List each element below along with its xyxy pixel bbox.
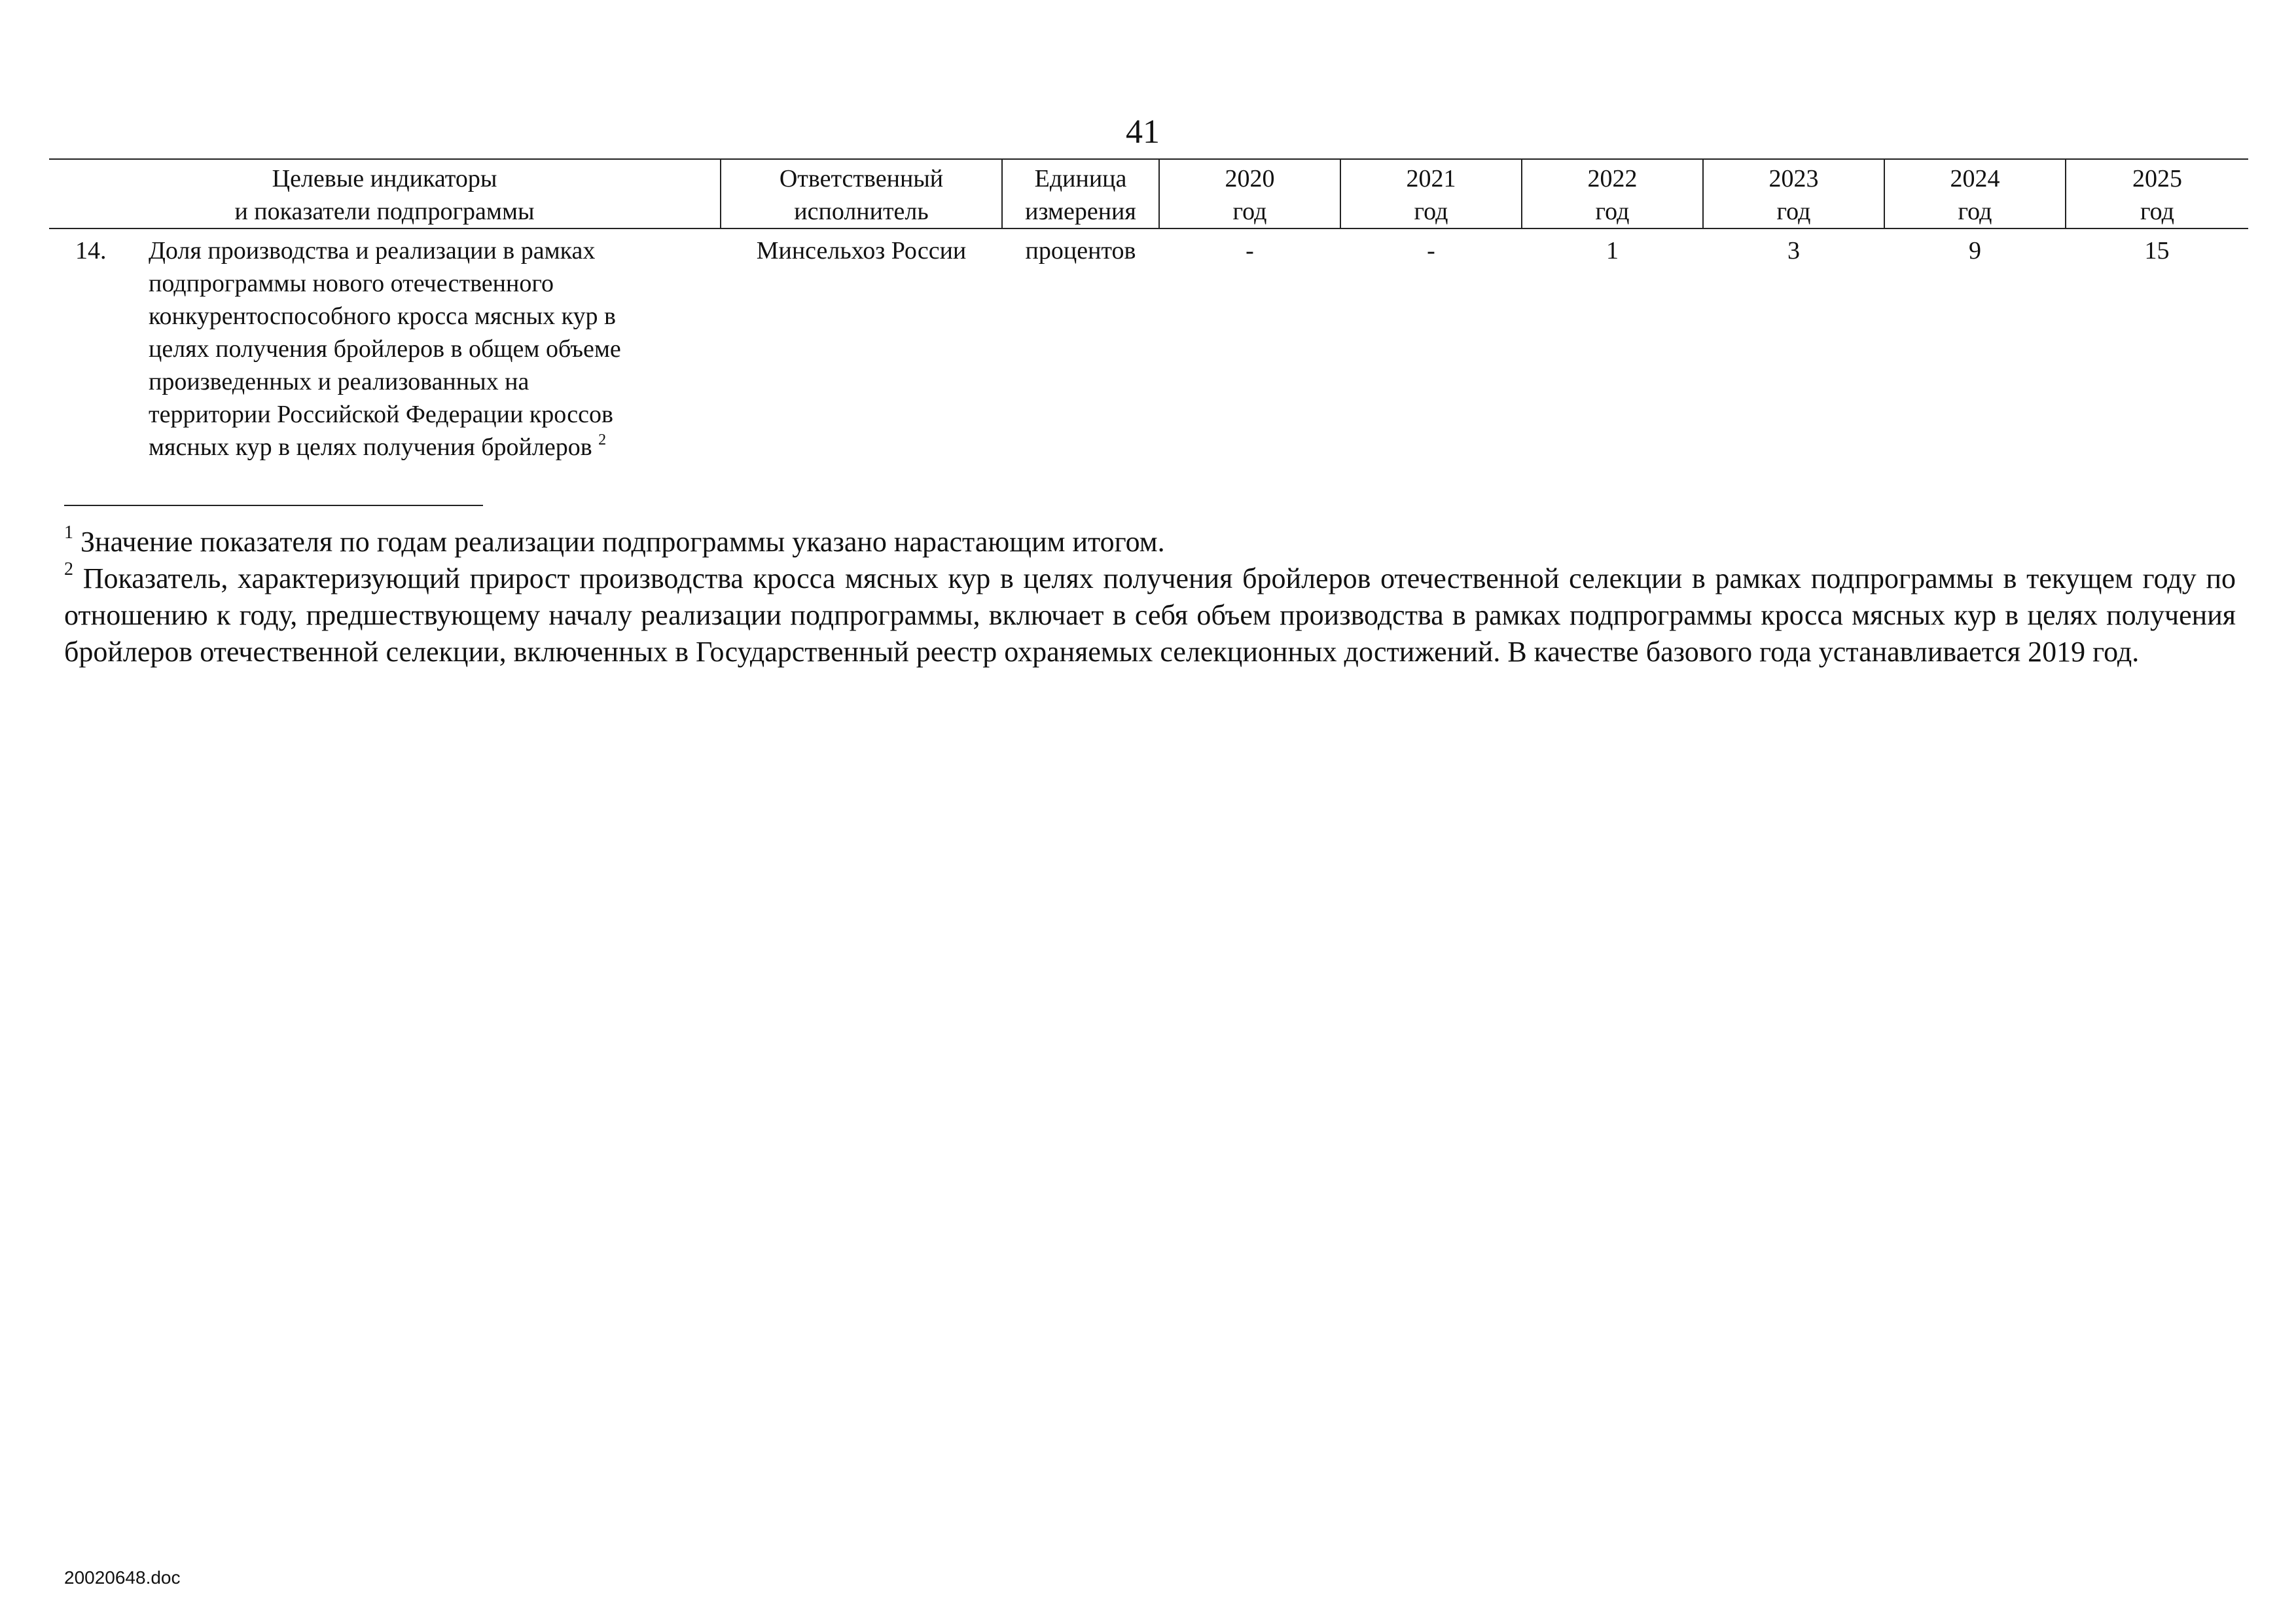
- header-year-2023: [1703, 159, 1884, 228]
- header-unit: [1002, 159, 1159, 228]
- table-header-row: [49, 159, 2248, 228]
- header-executor: [721, 159, 1002, 228]
- header-year-label: год: [1232, 198, 1267, 225]
- indicator-name-line: подпрограммы нового отечественного: [149, 270, 554, 297]
- header-year-label: год: [1776, 198, 1811, 225]
- header-unit-line: измерения: [1025, 198, 1136, 225]
- row-executor: Минсельхоз России: [756, 237, 967, 264]
- row-value-2021: -: [1427, 237, 1435, 264]
- row-unit: процентов: [1025, 237, 1136, 264]
- footnote-2: [64, 560, 2236, 670]
- row-value-2023: 3: [1787, 237, 1800, 264]
- header-executor-line: Ответственный: [779, 165, 944, 192]
- header-year-label: год: [1414, 198, 1448, 225]
- header-year-2020: [1159, 159, 1340, 228]
- header-executor-line: исполнитель: [794, 198, 929, 225]
- document-id: 20020648.doc: [64, 1567, 181, 1588]
- indicator-name-line: Доля производства и реализации в рамках: [149, 237, 596, 264]
- indicator-name-line: территории Российской Федерации кроссов: [149, 401, 613, 428]
- header-unit-line: Единица: [1034, 165, 1127, 192]
- header-year-2025: [2066, 159, 2248, 228]
- header-year-label: год: [1595, 198, 1630, 225]
- header-year: 2022: [1587, 165, 1638, 192]
- indicators-table: [49, 158, 2248, 464]
- footnote-ref: 2: [598, 431, 607, 448]
- row-number: 14.: [75, 237, 107, 264]
- footnote-text: Значение показателя по годам реализации подпрограммы указано нарастающим итогом.: [81, 526, 1165, 558]
- header-indicator-line: Целевые индикаторы: [272, 165, 497, 192]
- page-number: 41: [1126, 113, 1160, 151]
- footnote-text: Показатель, характеризующий прирост производства кросса мясных кур в целях получения бройлеров отечественной селекции в рамках подпрограммы в текущем году по отношению к году, предшествующему началу реализации подпрограммы, включает в себя объем производства в рамках подпрограммы кросса мясных кур в целях получения бройлеров отечественной селекции, включенных в Государственный реестр охраняемых селекционных достижений. В качестве базового года устанавливается 2019 год.: [64, 562, 2236, 668]
- row-value-2020: -: [1246, 237, 1254, 264]
- header-year-2021: [1340, 159, 1522, 228]
- header-year: 2023: [1768, 165, 1819, 192]
- header-year: 2024: [1950, 165, 2000, 192]
- footnote-mark: 2: [64, 559, 73, 579]
- header-year: 2021: [1406, 165, 1456, 192]
- indicator-name-line: мясных кур в целях получения бройлеров: [149, 433, 592, 461]
- header-indicator: [49, 159, 721, 228]
- row-indicator-cell: [49, 228, 721, 464]
- row-indicator-name: [149, 234, 621, 464]
- header-year: 2025: [2132, 165, 2182, 192]
- indicator-name-line: целях получения бройлеров в общем объеме: [149, 335, 621, 363]
- header-year-label: год: [1958, 198, 1992, 225]
- footnotes: [64, 524, 2236, 670]
- header-year: 2020: [1225, 165, 1275, 192]
- indicators-table-container: [49, 158, 2248, 464]
- header-indicator-line: и показатели подпрограммы: [234, 198, 535, 225]
- indicator-name-line: конкурентоспособного кросса мясных кур в: [149, 302, 616, 330]
- table-row: [49, 228, 2248, 464]
- footnote-1: [64, 524, 2236, 560]
- header-year-2022: [1522, 159, 1703, 228]
- indicator-name-line: произведенных и реализованных на: [149, 368, 529, 395]
- footnote-divider: [64, 505, 483, 506]
- row-value-2025: 15: [2144, 237, 2170, 264]
- row-value-2024: 9: [1969, 237, 1981, 264]
- header-year-label: год: [2140, 198, 2174, 225]
- footnote-mark: 1: [64, 522, 73, 543]
- row-value-2022: 1: [1606, 237, 1619, 264]
- header-year-2024: [1884, 159, 2066, 228]
